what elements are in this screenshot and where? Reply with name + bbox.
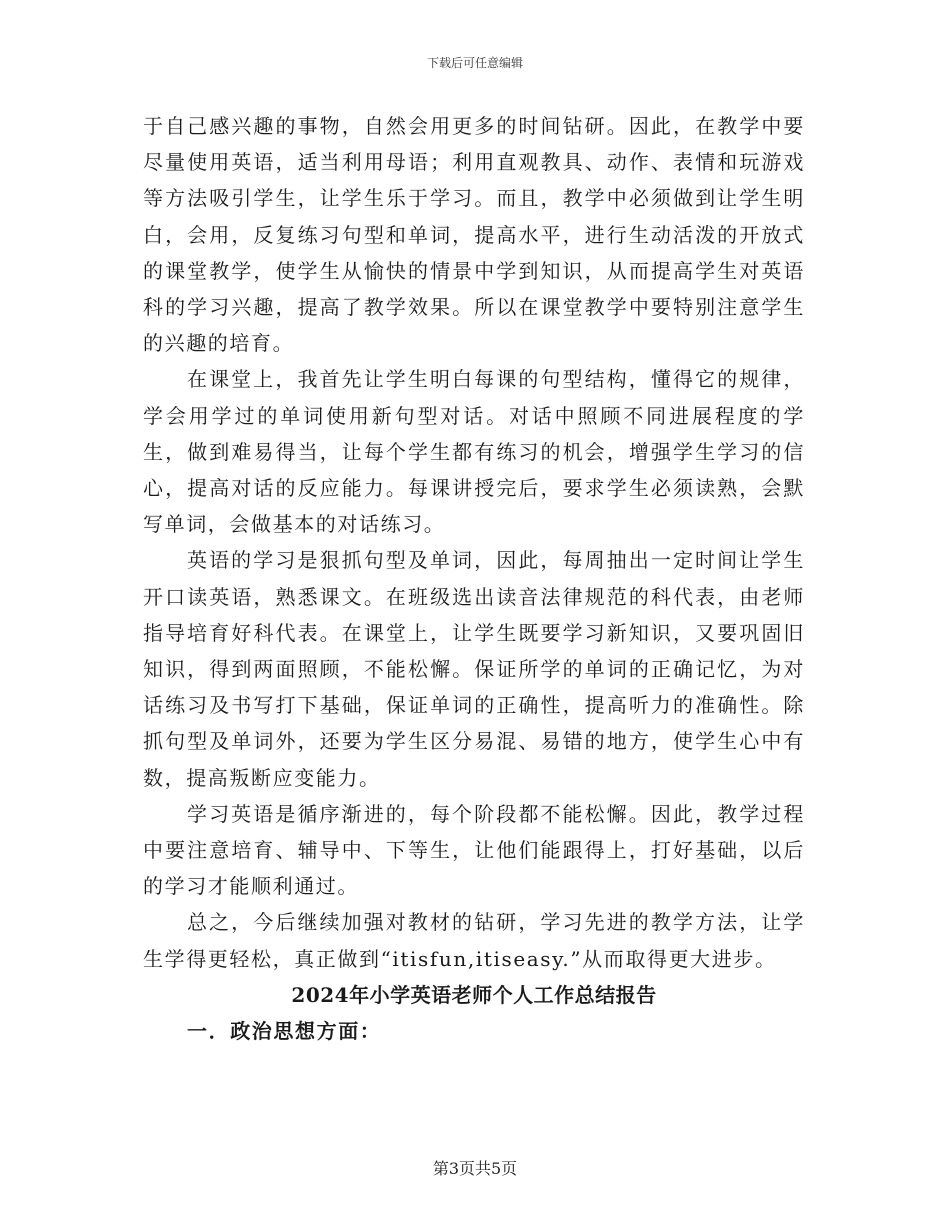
section-heading: 一．政治思想方面： xyxy=(187,1019,382,1044)
paragraph-classroom: 在课堂上，我首先让学生明白每课的句型结构，懂得它的规律，学会用学过的单词使用新句型对话。对话中照顾不同进展程度的学生，做到难易得当，让每个学生都有练习的机会，增强学生学习的信心，提高对话的反应能力。每课讲授完后，要求学生必须读熟，会默写单词，会做基本的对话练习。 xyxy=(143,367,805,537)
header-note: 下载后可任意编辑 xyxy=(426,56,523,70)
paragraph-sentence-patterns: 英语的学习是狠抓句型及单词，因此，每周抽出一定时间让学生开口读英语，熟悉课文。在班级选出读音法律规范的科代表，由老师指导培育好科代表。在课堂上，让学生既要学习新知识，又要巩固旧知识，得到两面照顾，不能松懈。保证所学的单词的正确记忆，为对话练习及书写打下基础，保证单词的正确性，提高听力的准确性。除抓句型及单词外，还要为学生区分易混、易错的地方，使学生心中有数，提高叛断应变能力。 xyxy=(143,548,805,790)
paragraph-continuation: 于自己感兴趣的事物，自然会用更多的时间钻研。因此，在教学中要尽量使用英语，适当利用母语；利用直观教具、动作、表情和玩游戏等方法吸引学生，让学生乐于学习。而且，教学中必须做到让学生明白，会用，反复练习句型和单词，提高水平，进行生动活泼的开放式的课堂教学，使学生从愉快的情景中学到知识，从而提高学生对英语科的学习兴趣，提高了教学效果。所以在课堂教学中要特别注意学生的兴趣的培育。 xyxy=(143,114,805,356)
document-body xyxy=(143,108,805,1049)
report-title: 2024年小学英语老师个人工作总结报告 xyxy=(291,982,657,1007)
paragraph-step-by-step: 学习英语是循序渐进的，每个阶段都不能松懈。因此，教学过程中要注意培育、辅导中、下等生，让他们能跟得上，打好基础，以后的学习才能顺利通过。 xyxy=(143,801,805,899)
paragraph-conclusion: 总之，今后继续加强对教材的钻研，学习先进的教学方法，让学生学得更轻松，真正做到“itisfun,itiseasy.”从而取得更大进步。 xyxy=(143,910,805,971)
page-number: 第3页共5页 xyxy=(432,1159,518,1178)
